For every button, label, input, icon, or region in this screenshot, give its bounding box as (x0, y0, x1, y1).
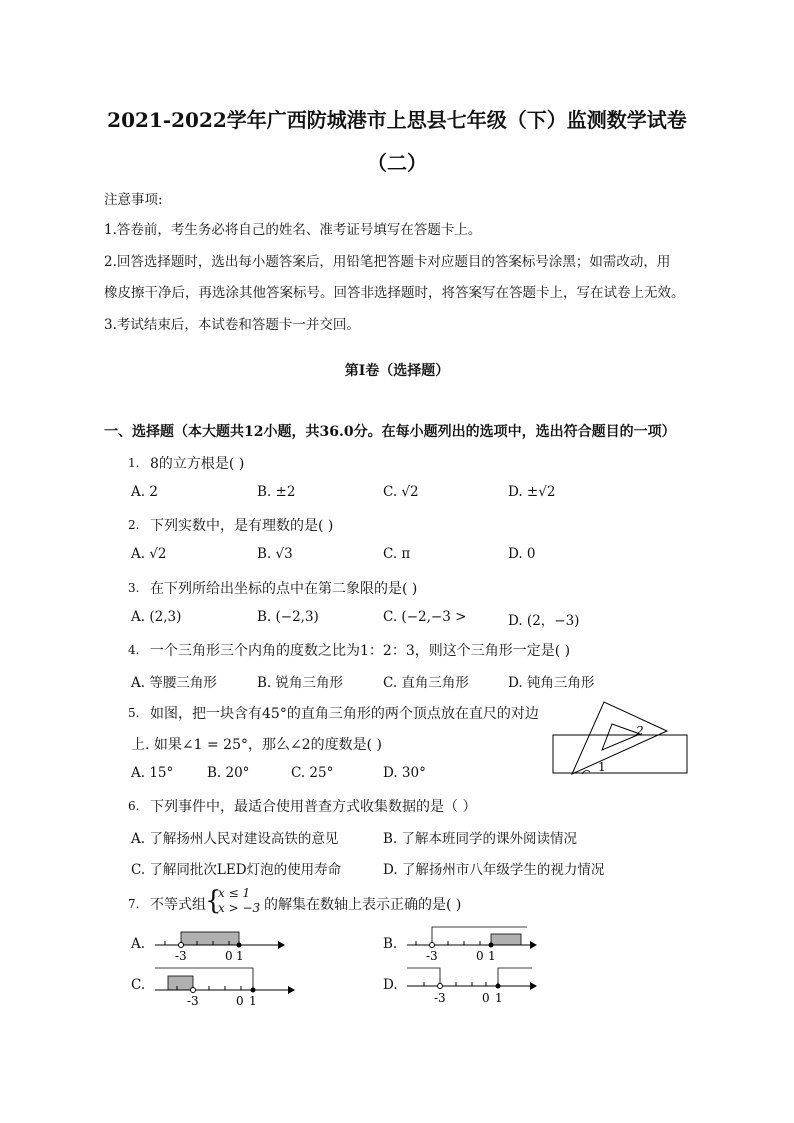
tick-label-neg3: -3 (175, 949, 187, 963)
notice-item-3: 3.考试结束后，本试卷和答题卡一并交回。 (104, 317, 360, 333)
axis-arrow (530, 982, 537, 990)
option-b[interactable]: B. 了解本班同学的课外阅读情况 (383, 831, 578, 847)
tick-label-1: 1 (236, 949, 244, 963)
shaded-region (168, 976, 193, 990)
option-d[interactable]: D. (2，−3) (508, 613, 580, 629)
option-d[interactable]: D. ±√2 (508, 484, 556, 500)
closed-point (489, 943, 494, 948)
option-d[interactable]: D. 0 (508, 546, 536, 562)
option-a[interactable]: A. (131, 936, 146, 952)
part-title: 第I卷（选择题） (344, 363, 450, 379)
option-c[interactable]: C. √2 (383, 484, 419, 500)
question-number: 4. (128, 643, 140, 657)
page-title-line2: （二） (367, 151, 427, 175)
number-line-d (402, 964, 537, 1006)
option-c[interactable]: C. 直角三角形 (383, 675, 469, 691)
number-line-c (150, 964, 295, 1008)
question-text: 一个三角形三个内角的度数之比为1：2：3，则这个三角形一定是( ) (150, 643, 571, 659)
section-heading: 一、选择题（本大题共12小题，共36.0分。在每小题列出的选项中，选出符合题目的一项） (104, 424, 676, 440)
option-c[interactable]: C. 了解同批次LED灯泡的使用寿命 (131, 862, 342, 878)
option-b[interactable]: B. 20° (207, 765, 250, 781)
question-number: 3. (128, 581, 140, 595)
question-text: 8的立方根是( ) (150, 456, 245, 472)
option-d[interactable]: D. 30° (383, 765, 426, 781)
option-d[interactable]: D. 钝角三角形 (508, 675, 595, 691)
axis-arrow (288, 986, 295, 994)
closed-point (496, 984, 501, 989)
tick-label-neg3: -3 (426, 949, 438, 963)
number-line-b (402, 922, 537, 964)
inequality-2: x > −3 (218, 901, 261, 915)
ruler (553, 735, 687, 773)
angle-1-label: 1 (598, 760, 606, 774)
system-brace: { (205, 886, 222, 916)
question-text: 下列事件中，最适合使用普查方式收集数据的是（ ） (150, 799, 477, 815)
shaded-region (181, 932, 239, 945)
tick-label-neg3: -3 (434, 991, 446, 1005)
option-b[interactable]: B. 锐角三角形 (257, 675, 344, 691)
angle-2-label: 2 (636, 724, 644, 738)
option-a[interactable]: A. 15° (131, 765, 174, 781)
question-number: 6. (128, 799, 140, 813)
ruler-triangle-figure (552, 700, 692, 776)
axis-arrow (530, 941, 537, 949)
tick-label-neg3: -3 (187, 994, 199, 1008)
tick-label-0: 0 (476, 949, 484, 963)
tick-label-0: 0 (482, 991, 490, 1005)
notice-item-2a: 2.回答选择题时，选出每小题答案后，用铅笔把答题卡对应题目的答案标号涂黑；如需改动，用 (104, 254, 671, 270)
axis-arrow (278, 941, 285, 949)
option-c[interactable]: C. (131, 977, 146, 993)
inequality-1: x ≤ 1 (218, 886, 251, 900)
set-square (572, 702, 667, 774)
shaded-region (491, 934, 521, 945)
option-b[interactable]: B. √3 (257, 546, 293, 562)
option-d[interactable]: D. 了解扬州市八年级学生的视力情况 (383, 862, 605, 878)
question-text: 下列实数中，是有理数的是( ) (150, 518, 334, 534)
option-c[interactable]: C. π (383, 546, 411, 562)
option-a[interactable]: A. 2 (131, 484, 158, 500)
option-a[interactable]: A. (2,3) (131, 609, 182, 625)
option-d[interactable]: D. (383, 977, 398, 993)
option-b[interactable]: B. ±2 (257, 484, 296, 500)
option-b[interactable]: B. (−2,3) (257, 609, 319, 625)
closed-point (251, 988, 256, 993)
tick-label-0: 0 (236, 994, 244, 1008)
option-c[interactable]: C. 25° (291, 765, 334, 781)
option-a[interactable]: A. √2 (131, 546, 167, 562)
notice-heading: 注意事项: (104, 192, 163, 208)
closed-point (237, 943, 242, 948)
option-a[interactable]: A. 了解扬州人民对建设高铁的意见 (131, 831, 339, 847)
open-point (430, 943, 435, 948)
open-point (438, 984, 443, 989)
question-text-continued: 上. 如果∠1 = 25°，那么∠2的度数是( ) (131, 737, 382, 753)
number-line-a (150, 926, 285, 964)
question-number: 5. (128, 706, 140, 720)
option-a[interactable]: A. 等腰三角形 (131, 675, 217, 691)
page-title-line1: 2021-2022学年广西防城港市上思县七年级（下）监测数学试卷 (107, 108, 687, 132)
option-b[interactable]: B. (383, 936, 398, 952)
tick-label-0: 0 (225, 949, 233, 963)
tick-label-1: 1 (488, 949, 496, 963)
notice-item-2b: 橡皮擦干净后，再选涂其他答案标号。回答非选择题时，将答案写在答题卡上，写在试卷上无效。 (104, 285, 685, 301)
open-point (191, 988, 196, 993)
question-text-pre: 不等式组 (150, 897, 206, 913)
tick-label-1: 1 (249, 994, 257, 1008)
question-text: 在下列所给出坐标的点中在第二象限的是( ) (150, 581, 418, 597)
notice-item-1: 1.答卷前，考生务必将自己的姓名、准考证号填写在答题卡上。 (104, 222, 482, 238)
option-c[interactable]: C. (−2,−3 > (383, 609, 467, 625)
ray-right-bracket (498, 968, 532, 986)
question-text: 如图，把一块含有45°的直角三角形的两个顶点放在直尺的对边 (150, 706, 539, 722)
open-point (179, 943, 184, 948)
tick-label-1: 1 (495, 991, 503, 1005)
question-text-post: 的解集在数轴上表示正确的是( ) (264, 897, 462, 913)
question-number: 1. (128, 456, 140, 470)
question-number: 7. (128, 897, 140, 911)
question-number: 2. (128, 518, 140, 532)
